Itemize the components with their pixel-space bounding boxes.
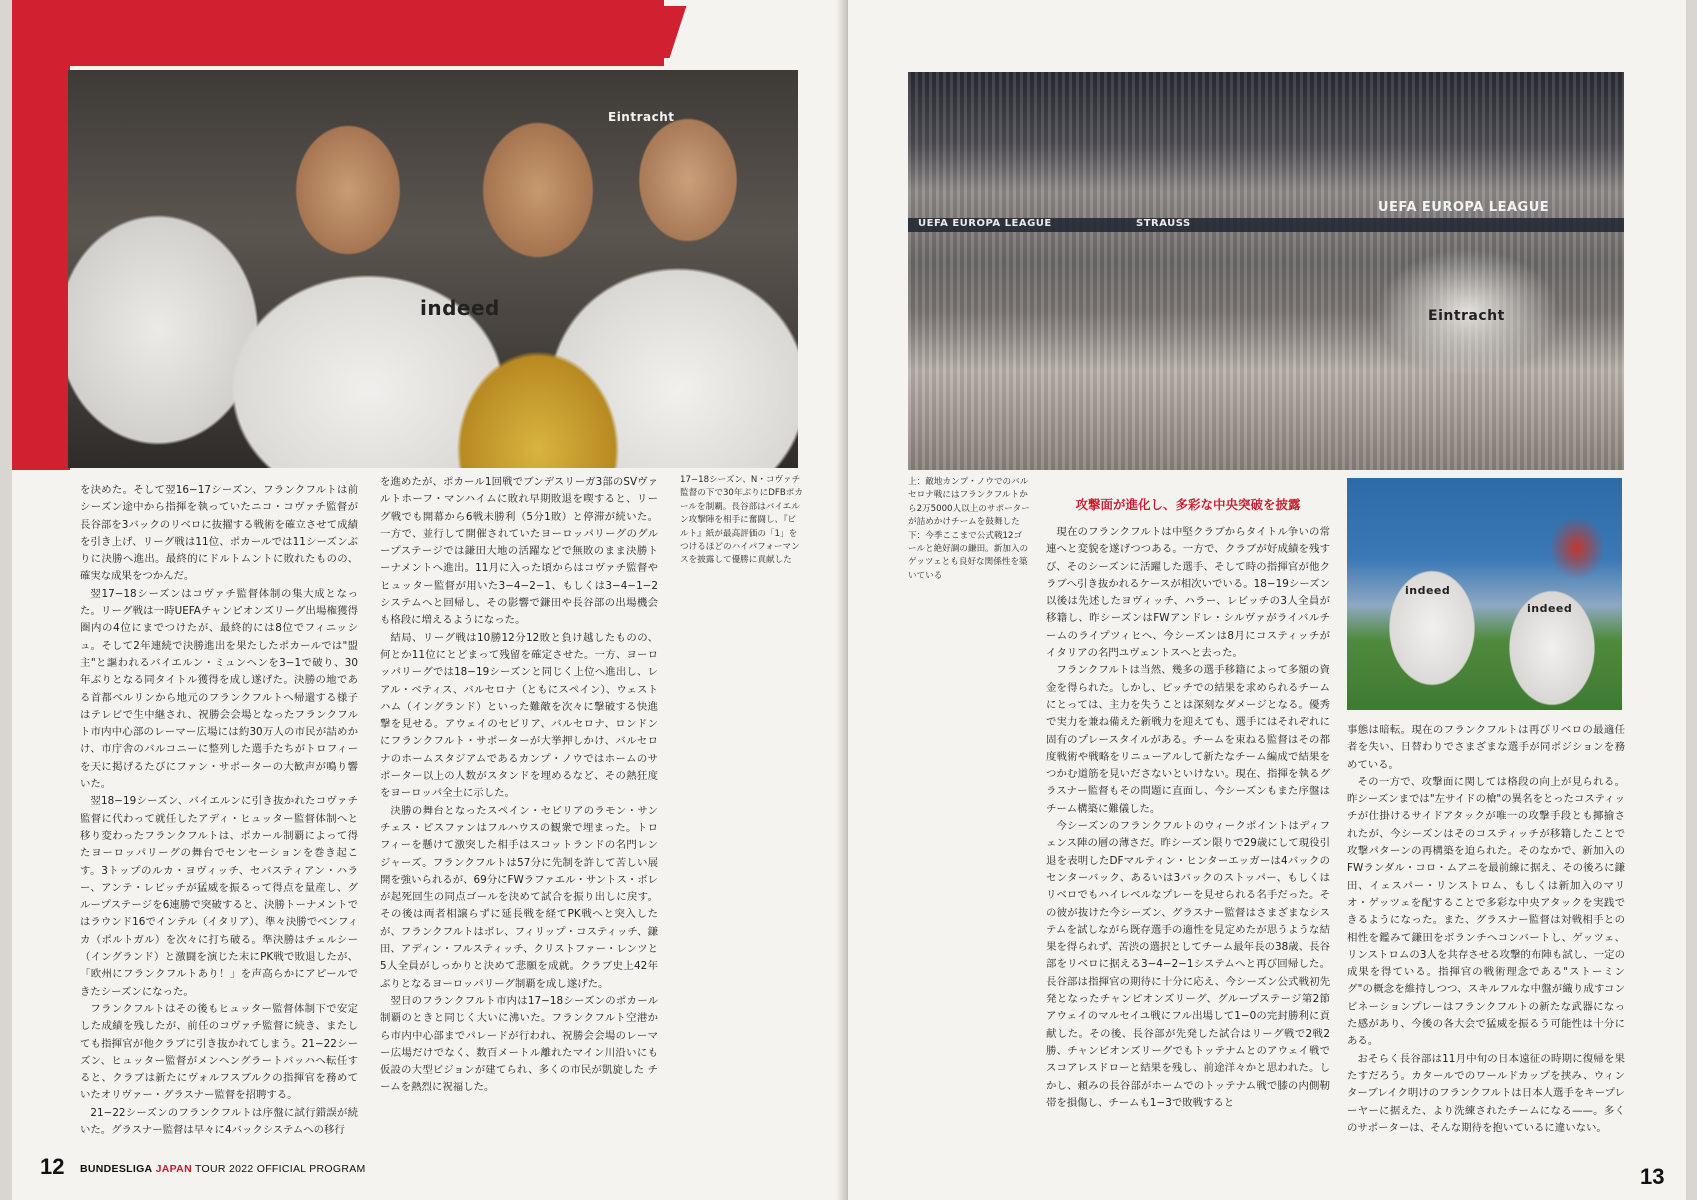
paragraph: その一方で、攻撃面に関しては格段の向上が見られる。昨シーズンまでは"左サイドの槍"の異名をとったコスティッチが仕掛けるサイドアタックが唯一の攻撃手段とも揶揄されたが、今シーズンはそのコスティッチが移籍したことで攻撃パターンの再構築を迫られた。そのなかで、新加入のFWランダル・コロ・ムアニを最前線に据え、その後ろに鎌田、イェスパー・リンストロム、もしくは新加入のマリオ・ゲッツェを配することで多彩な中央アタックを実践できるようになった。また、グラスナー監督は対戦相手との相性を鑑みて鎌田をボランチへコンバートし、ゲッツェ、リンストロムの3人を共存させる攻撃的布陣も試し、一定の成果を得ている。指揮官の戦術理念である"ストーミング"の概念を維持しつつ、スキルフルな中盤が織り成すコンビネーションプレーはフランクフルトの新たな武器になった感があり、今後の各大会で猛威を振るう可能性は十分にある。 (1347, 775, 1625, 1048)
players-celebration-photo (1347, 478, 1622, 710)
paragraph: 翌日のフランクフルト市内は17−18シーズンのポカール制覇のときと同じく大いに沸いた。フランクフルト空港から市内中心部までパレードが行われ、祝勝会会場のレーマー広場だけでなく、数百メートル離れたマイン川沿いにも仮設の大型ビジョンが建てられ、多くの市民が凱旋した チームを熱烈に祝福した。 (380, 994, 658, 1094)
paragraph: を進めたが、ポカール1回戦でブンデスリーガ3部のSVヴァルトホーフ・マンハイムに敗れ早期敗退を喫すると、リーグ戦でも開幕から6戦未勝利（5分1敗）と停滞が続いた。一方で、並行して開催されていたヨーロッパリーグのグループステージでは鎌田大地の活躍などで無敗のまま決勝トーナメントへ進出。11月に入った頃からはコヴァチ監督やヒュッター監督が用いた3−4−2−1、もしくは3−4−1−2システムへと回帰し、その影響で鎌田や長谷部の出場機会も格段に増えるようになった。 (380, 476, 658, 627)
fan-scarf-text: Eintracht (1428, 308, 1505, 324)
red-brush-accent (12, 0, 664, 66)
paragraph: 翌18−19シーズン、バイエルンに引き抜かれたコヴァチ監督に代わって就任したアディ・ヒュッター監督体制へと移り変わったフランクフルトは、ポカール制覇によって得たヨーロッパリーグの舞台でセンセーションを巻き起こす。3トップのルカ・ヨヴィッチ、セバスティアン・ハラー、アンテ・レビッチが猛威を振るって得点を量産し、グループステージを6連勝で突破すると、決勝トーナメントではラウンド16でインテル（イタリア）、準々決勝でベンフィカ（ポルトガル）を次々に打ち破る。準決勝はチェルシー（イングランド）と激闘を演じた末にPK戦で敗退したが、「欧州にフランクフルトあり！」を声高らかにアピールできたシーズンになった。 (80, 795, 358, 998)
article-column-1 (80, 482, 358, 1139)
section-heading: 攻撃面が進化し、多彩な中央突破を披露 (1075, 497, 1301, 512)
photo-sponsor-text: indeed (420, 296, 500, 320)
paragraph: 現在のフランクフルトは中堅クラブからタイトル争いの常連へと変貌を遂げつつある。一方で、クラブが好成績を残すび、そのシーズンに活躍した選手、そして時の指揮官が他クラブへ引き抜かれるケースが相次いでいる。18−19シーズン以後は先述したヨヴィッチ、ハラー、レビッチの3人全員が移籍し、昨シーズンはFWアンドレ・シルヴァがライバルチームのライプツィヒへ、今シーズンは8月にコスティッチがイタリアの名門ユヴェントスへと去った。 (1046, 526, 1330, 660)
paragraph: フランクフルトはその後もヒュッター監督体制下で安定した成績を残したが、前任のコヴァチ監督に続き、またしても指揮官が他クラブに引き抜かれてしまう。21−22シーズン、ヒュッター監督がメンヘングラートバッハへ転任すると、クラブは新たにヴォルフスブルクの指揮官を務めていたオリヴァー・グラスナー監督を招聘する。 (80, 1002, 358, 1102)
stadium-crowd-photo (908, 72, 1624, 470)
paragraph: 事態は暗転。現在のフランクフルトは再びリベロの最適任者を失い、日替わりでさまざまな選手が同ポジションを務めている。 (1347, 724, 1625, 771)
paragraph: 結局、リーグ戦は10勝12分12敗と負け越したものの、何とか11位にとどまって残留を確定させた。一方、ヨーロッパリーグでは18−19シーズンと同じく上位へ進出し、レアル・ベティス、バルセロナ（ともにスペイン）、ウェストハム（イングランド）といった難敵を次々に撃破する快進撃を見せる。アウェイのセビリア、バルセロナ、ロンドンにフランクフルト・サポーターが大挙押しかけ、バルセロナのホームスタジアムであるカンプ・ノウではホームのサポーター以上の人数がスタンドを埋めるなど、その熱狂度をヨーロッパ全土に示した。 (380, 631, 658, 800)
stadium-banner-text: UEFA EUROPA LEAGUE (918, 218, 1052, 229)
article-column-3 (1046, 524, 1330, 1112)
paragraph: 今シーズンのフランクフルトのウィークポイントはディフェンス陣の層の薄さだ。昨シーズン限りで29歳にして現役引退を表明したDFマルティン・ヒンターエッガーは4バックのセンターバック、あるいは3バックのストッパー、もしくはリベロでもハイレベルなプレーを見せられる名手だった。その彼が抜けた今シーズン、グラスナー監督はさまざまなシステムを試しながら既存選手の適性を見定めたが思うような結果を得られず、苦渋の選択としてチーム最年長の38歳、長谷部をリベロに据える3−4−2−1システムへと再び回帰した。長谷部は指揮官の期待に十分に応え、今シーズン公式戦初先発となったチャンピオンズリーグ、グループステージ第2節アウェイのマルセイユ戦にフル出場して1−0の完封勝利に貢献した。その後、長谷部が先発した試合はリーグ戦で2戦2勝、チャンピオンズリーグでもトッテナムとのアウェイ戦でスコアレスドローと結果を残し、前途洋々かと思われた。しかし、頼みの長谷部がホームでのトッテナム戦で膝の内側靭帯を損傷し、チームも1−3で敗戦すると (1046, 820, 1330, 1109)
paragraph: 21−22シーズンのフランクフルトは序盤に試行錯誤が続いた。グラスナー監督は早々に4バックシステムへの移行 (80, 1106, 358, 1136)
left-page (12, 0, 848, 1200)
paragraph: おそらく長谷部は11月中旬の日本遠征の時期に復帰を果たすだろう。カタールでのワールドカップを挟み、ウィンターブレイク明けのフランクフルトは日本人選手をキープレーヤーに据えた、より洗練されたチームになる——。多くのサポーターは、そんな期待を抱いているに違いない。 (1347, 1052, 1625, 1134)
stadium-sponsor-text: STRAUSS (1136, 218, 1191, 229)
footer-brand: BUNDESLIGA (80, 1163, 153, 1175)
paragraph: 翌17−18シーズンはコヴァチ監督体制の集大成となった。リーグ戦は一時UEFAチャンピオンズリーグ出場権獲得圏内の4位にまでつけたが、最終的には8位でフィニッシュ。そして2年連続で決勝進出を果たしたポカールでは"盟主"と謳われるバイエルン・ミュンヘンを3−1で破り、30年ぶりとなる同タイトル獲得を成し遂げた。決勝の地である首都ベルリンから地元のフランクフルトへ帰還する様子はテレビで生中継され、祝勝会会場となったフランクフルト市内中心部のレーマー広場には約30万人の市民が詰めかけ、市庁舎のバルコニーに整列した選手たちがトロフィーを天に掲げるたびにファン・サポーターの大歓声が鳴り響いた。 (80, 587, 358, 791)
jersey-sponsor-text: indeed (1527, 602, 1573, 615)
footer-accent: JAPAN (155, 1163, 192, 1175)
paragraph: フランクフルトは当然、幾多の選手移籍によって多額の資金を得られた。しかし、ピッチでの結果を求められるチームにとっては、主力を失うことは深刻なダメージとなる。優秀で実力を兼ね備えた新戦力を迎えても、選手にはそれぞれに固有のプレースタイルがある。チームを束ねる監督はその都度戦術や戦略をリニューアルして新たなチーム編成で結果をつかむ道筋を見いださないといけない。現在、指揮を執るグラスナー監督もその問題に直面し、今シーズンもまた序盤はチーム構築に難儀した。 (1046, 664, 1330, 815)
red-accent-bar (12, 0, 70, 470)
article-column-2 (380, 474, 658, 1097)
footer-program-title (80, 1163, 366, 1175)
jersey-sponsor-text: indeed (1405, 584, 1451, 597)
photo-caption: 上：敵地カンプ・ノウでのバルセロナ戦にはフランクフルトから2万5000人以上のサポーターが詰めかけチームを鼓舞した 下：今季ここまで公式戦12ゴールと絶好調の鎌田。新加入のゲッツェとも良好な関係性を築いている (908, 477, 1030, 581)
paragraph: を決めた。そして翌16−17シーズン、フランクフルトは前シーズン途中から指揮を執っていたニコ・コヴァチ監督が長谷部を3バックのリベロに抜擢する戦術を確立させて成績を引き上げ、リーグ戦は11位、ポカールでは11シーズンぶりに決勝へ進出。最終的にドルトムントに敗れたものの、確実な成果をつかんだ。 (80, 484, 358, 583)
article-column-4 (1347, 722, 1625, 1137)
stadium-banner-text-right: UEFA EUROPA LEAGUE (1378, 200, 1550, 215)
paragraph: 決勝の舞台となったスペイン・セビリアのラモン・サンチェス・ピスファンはフルハウスの観衆で埋まった。トロフィーを懸けて激突した相手はスコットランドの名門レンジャーズ。フランクフルトは57分に先制を許して苦しい展開を強いられるが、69分にFWラファエル・サントス・ボレが起死回生の同点ゴールを決めて試合を振り出しに戻す。その後は両者相譲らずに延長戦を経てPK戦へと突入したが、フランクフルトはボレ、フィリップ・コスティッチ、鎌田、アディン・フルスティッチ、クリストファー・レンツと5人全員がしっかりと決めて悲願を成就。クラブ史上42年ぶりとなるヨーロッパリーグ制覇を成し遂げた。 (380, 804, 659, 990)
trophy-celebration-photo (68, 70, 798, 468)
page-number: 13 (1640, 1164, 1665, 1189)
footer-rest: TOUR 2022 OFFICIAL PROGRAM (194, 1163, 366, 1175)
page-number: 12 (40, 1154, 65, 1179)
photo-club-text: Eintracht (608, 110, 675, 124)
photo-caption: 17−18シーズン、N・コヴァチ監督の下で30年ぶりにDFBポカールを制覇。長谷部はバイエルン攻撃陣を相手に奮闘し、『ビルト』紙が最高評価の「1」をつけるほどのハイパフォーマンスを披露して優勝に貢献した (680, 475, 803, 566)
